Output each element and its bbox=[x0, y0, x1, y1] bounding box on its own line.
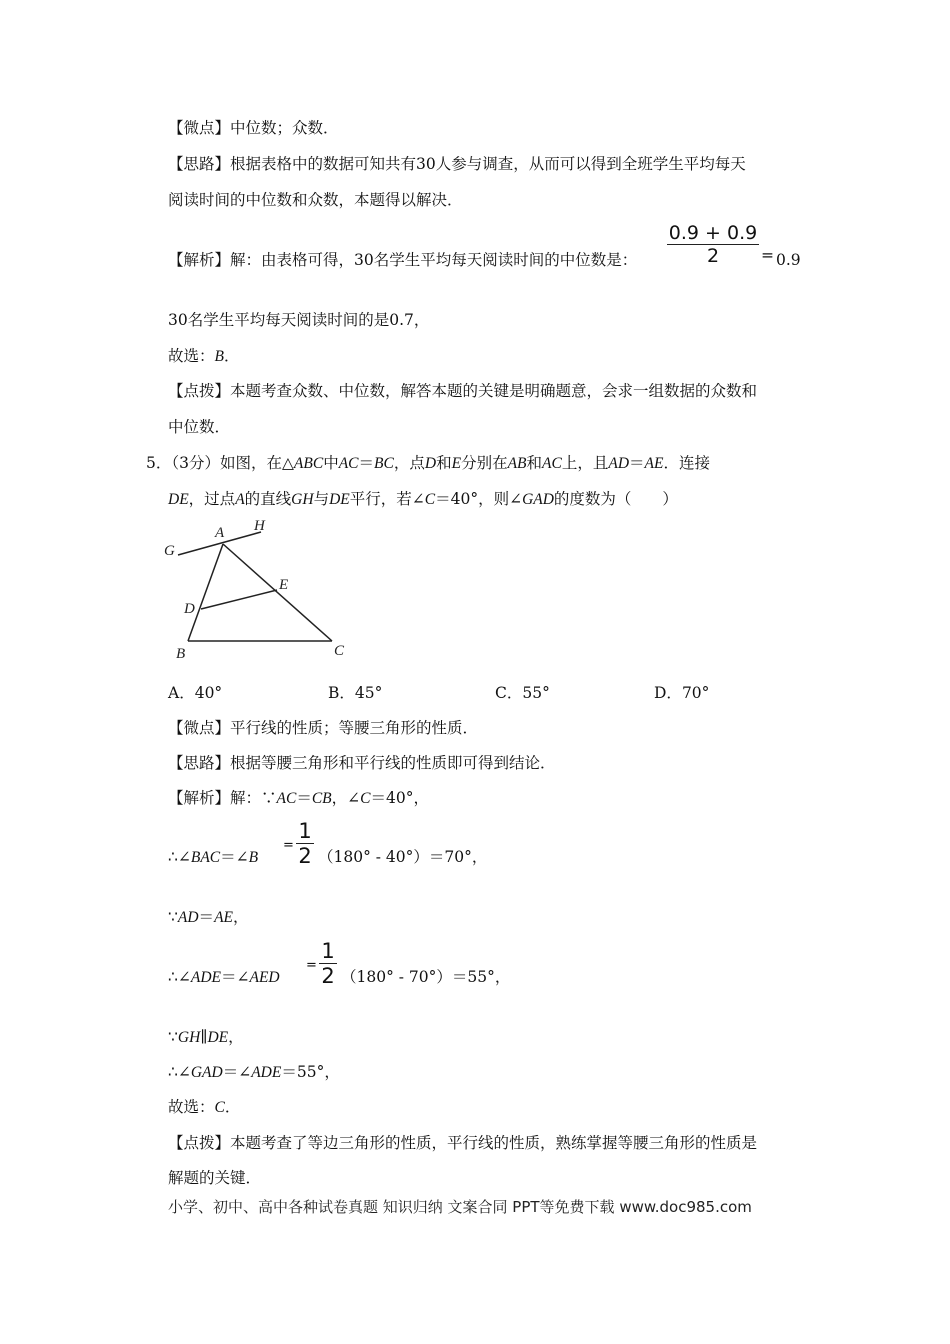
fraction-denominator: 2 bbox=[298, 844, 312, 868]
triangle-figure bbox=[160, 515, 360, 665]
solution-text: ＝∠ bbox=[221, 968, 250, 986]
q5-dianbo-line2: 解题的关键． bbox=[168, 1169, 262, 1187]
stem-text: ＝ bbox=[358, 454, 375, 472]
solution-text: ∵ bbox=[168, 1028, 178, 1046]
stem-text: ＝40°，则∠ bbox=[435, 490, 523, 508]
solution-text: 【解析】解：∵ bbox=[168, 789, 277, 807]
label-d: D bbox=[184, 601, 195, 617]
fraction-denominator: 2 bbox=[706, 245, 720, 267]
fraction-result: 0.9 bbox=[776, 251, 801, 269]
solution-var: AC bbox=[276, 790, 297, 807]
solution-text: ， bbox=[228, 1028, 244, 1046]
prev-weidian: 【微点】中位数；众数． bbox=[168, 119, 339, 137]
stem-text: 中 bbox=[323, 454, 339, 472]
option-value: 45° bbox=[354, 684, 383, 702]
solution-var: ADE bbox=[190, 969, 221, 986]
solution-var: GAD bbox=[190, 1064, 223, 1081]
stem-text: ．连接 bbox=[663, 454, 710, 472]
stem-text: 分别在 bbox=[461, 454, 508, 472]
stem-text: 和 bbox=[436, 454, 452, 472]
page-footer: 小学、初中、高中各种试卷真题 知识归纳 文案合同 PPT等免费下载 www.doc985.com bbox=[168, 1198, 752, 1216]
stem-var: AC bbox=[542, 455, 562, 472]
q5-dianbo-line1: 【点拨】本题考查了等边三角形的性质，平行线的性质，熟练掌握等腰三角形的性质是 bbox=[168, 1134, 758, 1152]
option-a bbox=[168, 682, 222, 704]
solution-var: B bbox=[248, 849, 259, 866]
option-key: D． bbox=[654, 684, 682, 702]
side-ab bbox=[188, 544, 223, 641]
step4 bbox=[168, 1026, 244, 1049]
stem-var: ABC bbox=[293, 455, 324, 472]
label-g: G bbox=[164, 543, 175, 559]
solution-var: GH bbox=[177, 1029, 201, 1046]
stem-text: 平行，若∠ bbox=[349, 490, 425, 508]
solution-var: ADE bbox=[251, 1064, 282, 1081]
solution-var: CB bbox=[311, 790, 332, 807]
solution-text: ＝55°， bbox=[281, 1063, 340, 1081]
stem-var: D bbox=[424, 455, 437, 472]
label-b: B bbox=[176, 646, 186, 662]
step3-equals: = bbox=[306, 958, 317, 973]
answer-letter: B bbox=[214, 348, 224, 365]
stem-var: DE bbox=[329, 491, 350, 508]
stem-text: 与 bbox=[313, 490, 330, 508]
label-c: C bbox=[334, 643, 345, 659]
step1-right: （180° - 40°）＝70°， bbox=[318, 848, 488, 866]
answer-suffix: ． bbox=[224, 1098, 241, 1116]
q5-weidian: 【微点】平行线的性质；等腰三角形的性质． bbox=[168, 719, 479, 737]
stem-var: AD bbox=[608, 455, 630, 472]
solution-text: ，∠ bbox=[331, 789, 361, 807]
fraction-numerator: 1 bbox=[321, 939, 335, 963]
prev-dianbo-line1: 【点拨】本题考查众数、中位数，解答本题的关键是明确题意，会求一组数据的众数和 bbox=[168, 382, 758, 400]
solution-var: AE bbox=[214, 909, 233, 926]
solution-text: ， bbox=[233, 908, 249, 926]
stem-text: （3分）如图，在△ bbox=[171, 454, 294, 472]
q5-silu: 【思路】根据等腰三角形和平行线的性质即可得到结论． bbox=[168, 754, 556, 772]
stem-var: AB bbox=[507, 455, 527, 472]
stem-var: DE bbox=[168, 491, 189, 508]
prev-silu-line1: 【思路】根据表格中的数据可知共有30人参与调查，从而可以得到全班学生平均每天 bbox=[168, 155, 746, 173]
label-h: H bbox=[254, 518, 265, 534]
stem-var: AE bbox=[644, 455, 664, 472]
step1-left bbox=[168, 846, 258, 869]
step3-half-fraction bbox=[319, 939, 337, 988]
solution-text: ＝40°， bbox=[370, 789, 429, 807]
answer-letter: C bbox=[214, 1099, 225, 1116]
stem-var: GH bbox=[291, 491, 314, 508]
q5-stem-line2 bbox=[168, 488, 678, 511]
label-e: E bbox=[279, 577, 289, 593]
option-value: 40° bbox=[194, 684, 223, 702]
fraction-denominator: 2 bbox=[321, 964, 335, 988]
stem-text: ，过点 bbox=[188, 490, 236, 508]
segment-de bbox=[201, 590, 277, 609]
stem-var: E bbox=[451, 455, 462, 472]
solution-var: BAC bbox=[190, 849, 221, 866]
q5-answer-line bbox=[168, 1096, 240, 1119]
stem-var: GAD bbox=[522, 491, 554, 508]
answer-prefix: 故选： bbox=[168, 347, 215, 365]
solution-text: ∴∠ bbox=[168, 1063, 191, 1081]
stem-var: A bbox=[235, 491, 245, 508]
question-number: 5． bbox=[146, 454, 172, 472]
answer-suffix: ． bbox=[223, 347, 240, 365]
step2 bbox=[168, 906, 249, 929]
solution-text: ＝∠ bbox=[222, 1063, 252, 1081]
option-d bbox=[654, 682, 709, 704]
fraction-numerator: 1 bbox=[298, 819, 312, 843]
q5-stem-line1 bbox=[146, 452, 710, 475]
option-value: 70° bbox=[681, 684, 710, 702]
side-ac bbox=[223, 544, 332, 641]
prev-mode-line: 30名学生平均每天阅读时间的是0.7， bbox=[168, 311, 430, 329]
solution-text: ∵ bbox=[168, 908, 178, 926]
solution-var: DE bbox=[207, 1029, 229, 1046]
solution-var: AD bbox=[177, 909, 199, 926]
q5-jiexi-line bbox=[168, 787, 429, 810]
option-value: 55° bbox=[522, 684, 550, 702]
prev-silu-line2: 阅读时间的中位数和众数，本题得以解决． bbox=[168, 191, 463, 209]
step3-right: （180° - 70°）＝55°， bbox=[341, 968, 511, 986]
option-key: B． bbox=[328, 684, 355, 702]
answer-prefix: 故选： bbox=[168, 1098, 215, 1116]
solution-var: AED bbox=[249, 969, 280, 986]
step5 bbox=[168, 1061, 340, 1084]
solution-text: ∴∠ bbox=[168, 968, 191, 986]
solution-text: ＝ bbox=[198, 908, 215, 926]
option-key: C． bbox=[495, 684, 523, 702]
step1-equals: = bbox=[283, 838, 294, 853]
stem-text: ，点 bbox=[393, 454, 425, 472]
stem-text: ＝ bbox=[629, 454, 645, 472]
parallel-symbol: ∥ bbox=[200, 1028, 208, 1046]
option-b bbox=[328, 682, 382, 704]
prev-jiexi-text: 【解析】解：由表格可得，30名学生平均每天阅读时间的中位数是： bbox=[168, 251, 638, 269]
label-a: A bbox=[215, 525, 225, 541]
step3-left bbox=[168, 966, 280, 989]
solution-text: ＝ bbox=[296, 789, 312, 807]
stem-text: 和 bbox=[526, 454, 543, 472]
stem-text: 的直线 bbox=[244, 490, 292, 508]
solution-var: C bbox=[360, 790, 371, 807]
prev-dianbo-line2: 中位数． bbox=[168, 418, 231, 436]
prev-median-fraction bbox=[667, 222, 759, 267]
option-key: A． bbox=[168, 684, 195, 702]
stem-text: 上，且 bbox=[561, 454, 609, 472]
fraction-equals: = bbox=[761, 246, 774, 264]
solution-text: ∴∠ bbox=[168, 848, 191, 866]
step1-half-fraction bbox=[296, 819, 314, 868]
prev-answer-line bbox=[168, 345, 240, 368]
stem-var: C bbox=[424, 491, 436, 508]
stem-text: 的度数为（ ） bbox=[553, 490, 678, 508]
stem-var: AC bbox=[338, 455, 359, 472]
stem-var: BC bbox=[374, 455, 394, 472]
solution-text: ＝∠ bbox=[220, 848, 249, 866]
fraction-numerator: 0.9 + 0.9 bbox=[668, 222, 758, 244]
option-c bbox=[495, 682, 550, 704]
